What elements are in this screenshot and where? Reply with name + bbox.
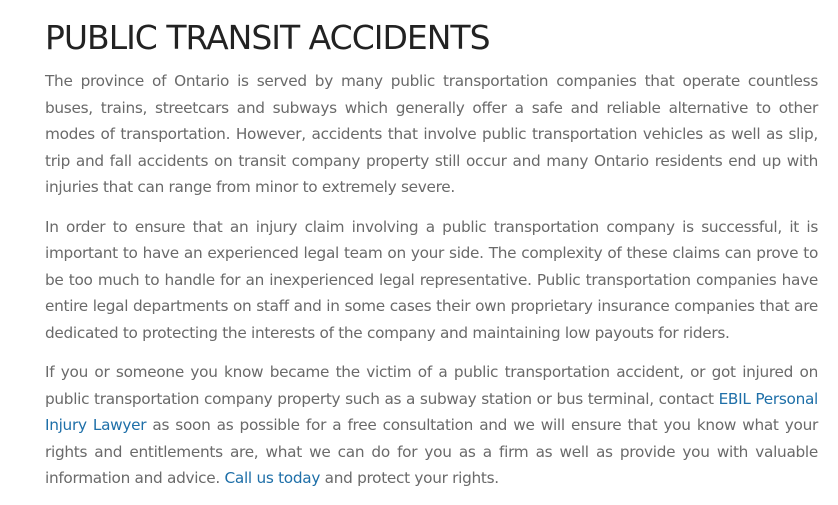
contact-paragraph <box>45 359 818 492</box>
ebil-lawyer-link[interactable]: EBIL Personal Injury Lawyer <box>45 389 818 434</box>
article-content <box>45 14 818 505</box>
contact-text-start: If you or someone you know became the victim of a public transportation accident, or got injured on public transportation company property such as a subway station or bus terminal, contact <box>45 363 818 408</box>
contact-text-end: and protect your rights. <box>320 469 499 487</box>
contact-text-middle: as soon as possible for a free consultation and we will ensure that you know what your rights and entitlements are, what we can do for you as a firm as well as provide you with valuable information and advice. <box>45 416 818 487</box>
page-title: PUBLIC TRANSIT ACCIDENTS <box>45 18 490 57</box>
claim-paragraph: In order to ensure that an injury claim involving a public transportation company is successful, it is important to have an experienced legal team on your side. The complexity of these claims can prove to be too much to handle for an inexperienced legal representative. Public transportation companies have entire legal departments on staff and in some cases their own proprietary insurance companies that are dedicated to protecting the interests of the company and maintaining low payouts for riders. <box>45 217 818 342</box>
intro-paragraph: The province of Ontario is served by many public transportation companies that operate countless buses, trains, streetcars and subways which generally offer a safe and reliable alternative to other modes of transportation. However, accidents that involve public transportation vehicles as well as slip, trip and fall accidents on transit company property still occur and many Ontario residents end up with injuries that can range from minor to extremely severe. <box>45 72 818 196</box>
call-us-link[interactable]: Call us today <box>224 469 321 487</box>
